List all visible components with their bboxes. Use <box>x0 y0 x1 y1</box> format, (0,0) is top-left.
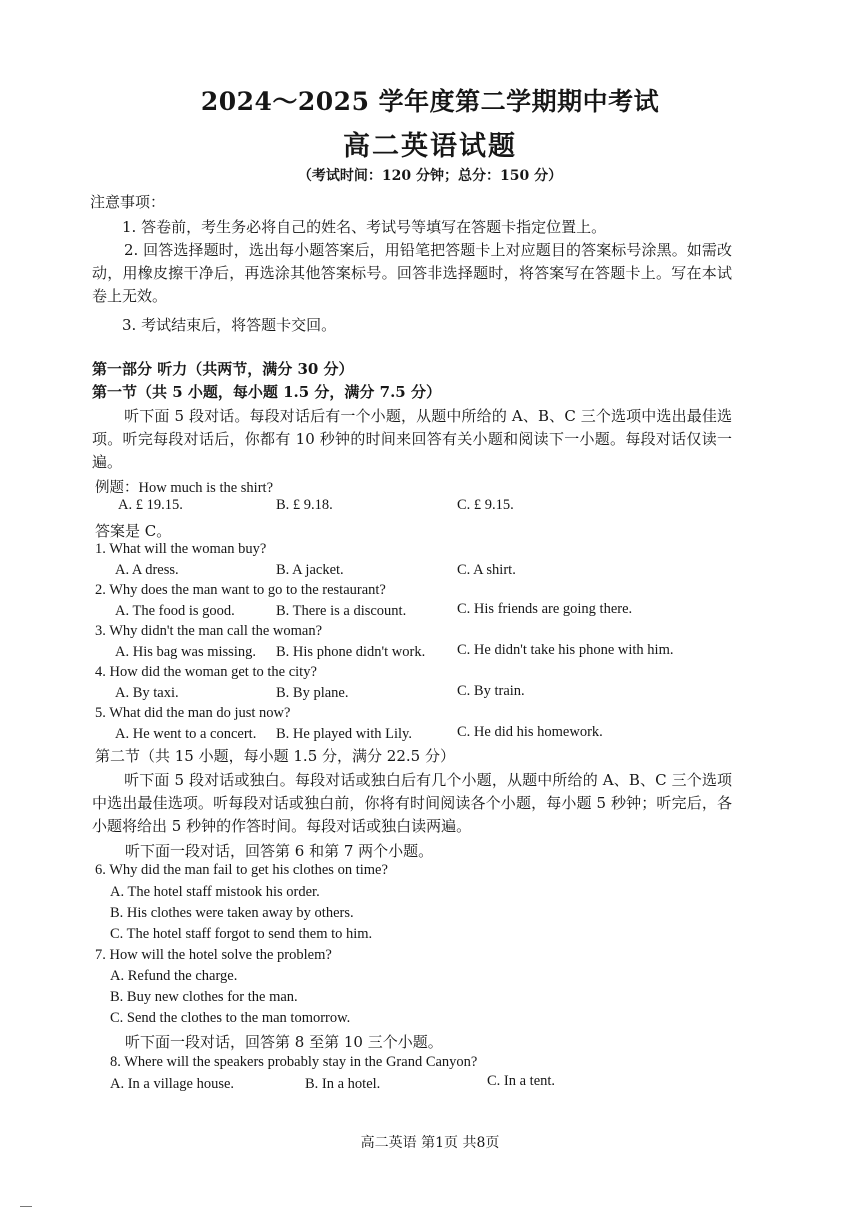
question-6-option-c: C. The hotel staff forgot to send them to him. <box>110 926 373 942</box>
question-3-option-b: B. His phone didn't work. <box>276 644 426 660</box>
question-6-option-a: A. The hotel staff mistook his order. <box>110 884 320 900</box>
notice-item-3: 3. 考试结束后，将答题卡交回。 <box>122 316 337 334</box>
section1-instructions: 听下面 5 段对话。每段对话后有一个小题，从题中所给的 A、B、C 三个选项中选出最佳选项。听完每段对话后，你都有 10 秒钟的时间来回答有关小题和阅读下一小题。每段对话仅读一遍。 <box>92 407 732 471</box>
question-2-option-b: B. There is a discount. <box>276 603 407 619</box>
exam-title: 2024～2025 学年度第二学期期中考试 <box>200 87 660 116</box>
exam-subtitle: 高二英语试题 <box>343 131 517 162</box>
question-1-option-a: A. A dress. <box>115 562 179 578</box>
example-option-b: B. £ 9.18. <box>276 497 333 513</box>
page-footer: 高二英语 第1页 共8页 <box>360 1135 500 1151</box>
question-6: 6. Why did the man fail to get his clothes on time? <box>95 862 388 878</box>
question-6-option-b: B. His clothes were taken away by others. <box>110 905 354 921</box>
question-8-option-a: A. In a village house. <box>110 1076 235 1092</box>
question-4: 4. How did the woman get to the city? <box>95 664 317 680</box>
question-5: 5. What did the man do just now? <box>95 705 291 721</box>
question-2: 2. Why does the man want to go to the restaurant? <box>95 582 386 598</box>
notice-item-1: 1. 答卷前，考生务必将自己的姓名、考试号等填写在答题卡指定位置上。 <box>122 218 607 236</box>
question-1-option-c: C. A shirt. <box>457 562 516 578</box>
question-7-option-c: C. Send the clothes to the man tomorrow. <box>110 1010 351 1026</box>
question-4-option-b: B. By plane. <box>276 685 349 701</box>
part1-heading: 第一部分 听力（共两节，满分 30 分） <box>92 360 354 378</box>
example-option-a: A. £ 19.15. <box>118 497 183 513</box>
question-8-option-b: B. In a hotel. <box>305 1076 381 1092</box>
question-4-option-a: A. By taxi. <box>115 685 179 701</box>
question-3: 3. Why didn't the man call the woman? <box>95 623 323 639</box>
question-1: 1. What will the woman buy? <box>95 541 267 557</box>
question-7-option-a: A. Refund the charge. <box>110 968 238 984</box>
question-5-option-b: B. He played with Lily. <box>276 726 412 742</box>
question-2-option-c: C. His friends are going there. <box>457 601 633 617</box>
question-8-option-c: C. In a tent. <box>487 1073 556 1089</box>
dialog-intro-2: 听下面一段对话，回答第 8 至第 10 三个小题。 <box>125 1033 443 1051</box>
question-5-option-c: C. He did his homework. <box>457 724 603 740</box>
dialog-intro-1: 听下面一段对话，回答第 6 和第 7 两个小题。 <box>125 842 434 860</box>
question-7-option-b: B. Buy new clothes for the man. <box>110 989 298 1005</box>
question-3-option-a: A. His bag was missing. <box>115 644 256 660</box>
notice-heading: 注意事项： <box>90 193 166 211</box>
question-1-option-b: B. A jacket. <box>276 562 344 578</box>
question-5-option-a: A. He went to a concert. <box>115 726 257 742</box>
question-8: 8. Where will the speakers probably stay in the Grand Canyon? <box>110 1054 478 1070</box>
question-4-option-c: C. By train. <box>457 683 525 699</box>
scan-mark <box>20 1206 32 1207</box>
question-3-option-c: C. He didn't take his phone with him. <box>457 642 674 658</box>
section2-heading: 第二节（共 15 小题，每小题 1.5 分，满分 22.5 分） <box>95 747 455 765</box>
exam-info: （考试时间：120 分钟；总分：150 分） <box>297 168 563 184</box>
example-answer: 答案是 C。 <box>95 522 172 540</box>
section1-heading: 第一节（共 5 小题，每小题 1.5 分，满分 7.5 分） <box>92 383 441 401</box>
example-question: 例题：How much is the shirt? <box>95 480 274 496</box>
section2-instructions: 听下面 5 段对话或独白。每段对话或独白后有几个小题，从题中所给的 A、B、C 三个选项中选出最佳选项。听每段对话或独白前，你将有时间阅读各个小题，每小题 5 秒钟；听完后，各小题将给出 5 秒钟的作答时间。每段对话或独白读两遍。 <box>92 771 732 835</box>
question-7: 7. How will the hotel solve the problem? <box>95 947 332 963</box>
example-option-c: C. £ 9.15. <box>457 497 514 513</box>
question-2-option-a: A. The food is good. <box>115 603 235 619</box>
notice-item-2: 2. 回答选择题时，选出每小题答案后，用铅笔把答题卡上对应题目的答案标号涂黑。如需改动，用橡皮擦干净后，再选涂其他答案标号。回答非选择题时，将答案写在答题卡上。写在本试卷上无效。 <box>92 241 732 305</box>
